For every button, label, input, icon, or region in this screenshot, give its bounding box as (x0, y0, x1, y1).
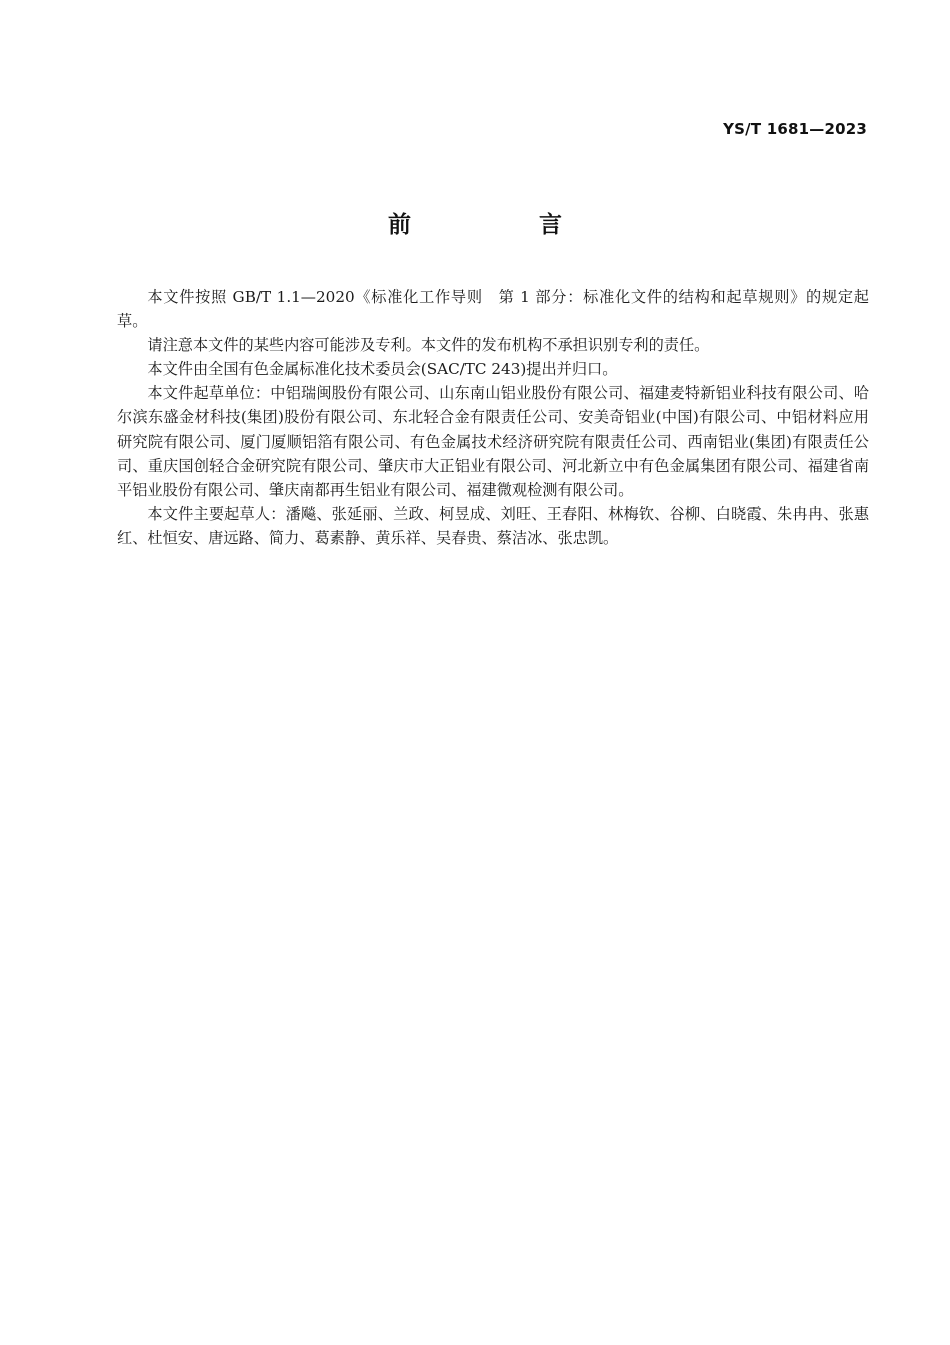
paragraph-patent-notice: 请注意本文件的某些内容可能涉及专利。本文件的发布机构不承担识别专利的责任。 (147, 336, 710, 355)
paragraph-drafters: 本文件主要起草人：潘飚、张延丽、兰政、柯昱成、刘旺、王春阳、林梅钦、谷柳、白晓霞、朱冉冉、张惠红、杜恒安、唐远路、简力、葛素静、黄乐祥、吴春贵、蔡洁冰、张忠凯。 (117, 504, 869, 547)
paragraph-drafting-units: 本文件起草单位：中铝瑞闽股份有限公司、山东南山铝业股份有限公司、福建麦特新铝业科技有限公司、哈尔滨东盛金材科技(集团)股份有限公司、东北轻合金有限责任公司、安美奇铝业(中国)有限公司、中铝材料应用研究院有限公司、厦门厦顺铝箔有限公司、有色金属技术经济研究院有限责任公司、西南铝业(集团)有限责任公司、重庆国创轻合金研究院有限公司、肇庆市大正铝业有限公司、河北新立中有色金属集团有限公司、福建省南平铝业股份有限公司、肇庆南都再生铝业有限公司、福建微观检测有限公司。 (117, 384, 869, 499)
paragraph-proposer: 本文件由全国有色金属标准化技术委员会(SAC/TC 243)提出并归口。 (147, 360, 618, 379)
paragraph-drafting-rules: 本文件按照 GB/T 1.1—2020《标准化工作导则 第 1 部分：标准化文件的结构和起草规则》的规定起草。 (117, 288, 869, 331)
standard-number: YS/T 1681—2023 (723, 120, 867, 138)
foreword-body (117, 285, 869, 550)
page-title: 前 言 (387, 212, 622, 238)
